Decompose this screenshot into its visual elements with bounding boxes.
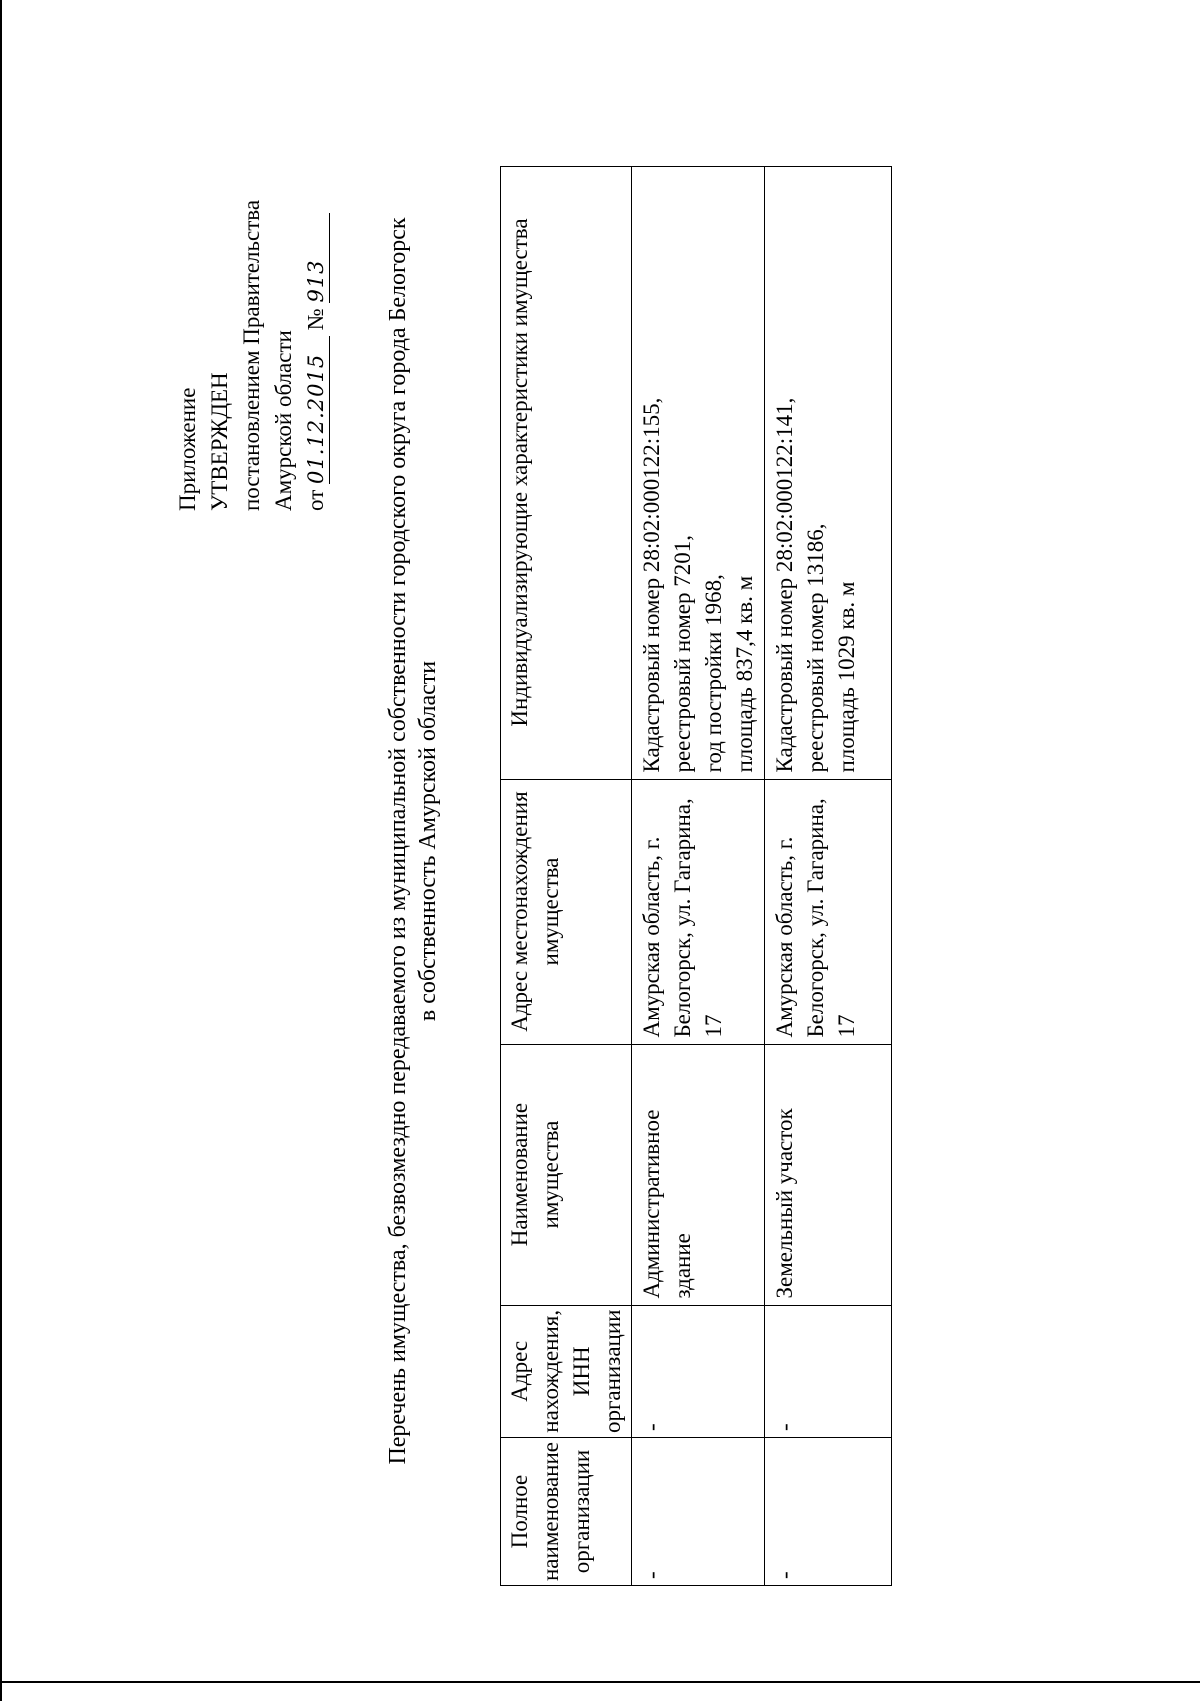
cell-property-address: Амурская область, г. Белогорск, ул. Гагарина, 17 xyxy=(632,779,765,1044)
property-table xyxy=(500,166,892,1586)
cell-property-name: Административное здание xyxy=(632,1044,765,1305)
characteristic-line: реестровый номер 13186, xyxy=(803,523,828,773)
header-org-address: Адрес нахождения, ИНН организации xyxy=(501,1305,632,1437)
approval-approved: УТВЕРЖДЕН xyxy=(207,372,232,511)
approval-region: Амурской области xyxy=(271,330,296,511)
cell-org-name: - xyxy=(632,1438,765,1586)
approval-date-line xyxy=(300,200,332,511)
title-line-1: Перечень имущества, безвозмездно передаваемого из муниципальной собственности городского округа города Белогорск xyxy=(385,217,411,1465)
header-property-address: Адрес местонахождения имущества xyxy=(501,779,632,1044)
approval-block xyxy=(172,200,332,511)
header-org-name: Полное наименование организации xyxy=(501,1438,632,1586)
characteristic-line: год постройки 1968, xyxy=(701,574,726,773)
cell-property-name: Земельный участок xyxy=(765,1044,892,1305)
approval-resolution: постановлением Правительства xyxy=(239,199,264,511)
cell-property-address: Амурская область, г. Белогорск, ул. Гагарина, 17 xyxy=(765,779,892,1044)
date-value: 01.12.2015 xyxy=(304,353,328,484)
date-prefix: от xyxy=(303,489,328,511)
table-row xyxy=(765,166,892,1585)
number-value: 913 xyxy=(304,259,328,303)
characteristic-line: площадь 837,4 кв. м xyxy=(732,575,757,773)
header-characteristics: Индивидуализирующие характеристики имущества xyxy=(501,166,632,779)
cell-characteristics xyxy=(632,166,765,779)
cell-org-name: - xyxy=(765,1438,892,1586)
characteristic-line: Кадастровый номер 28:02:000122:141, xyxy=(772,397,797,773)
cell-org-address: - xyxy=(765,1305,892,1437)
number-prefix: № xyxy=(303,308,328,331)
table-header-row xyxy=(501,166,632,1585)
characteristic-line: реестровый номер 7201, xyxy=(670,534,695,773)
approval-appendix: Приложение xyxy=(175,387,200,511)
title-line-2: в собственность Амурской области xyxy=(415,660,441,1022)
characteristic-line: площадь 1029 кв. м xyxy=(834,581,859,773)
characteristic-line: Кадастровый номер 28:02:000122:155, xyxy=(639,397,664,773)
cell-org-address: - xyxy=(632,1305,765,1437)
cell-characteristics xyxy=(765,166,892,779)
header-property-name: Наименование имущества xyxy=(501,1044,632,1305)
table-row xyxy=(632,166,765,1585)
document-title xyxy=(383,81,443,1601)
